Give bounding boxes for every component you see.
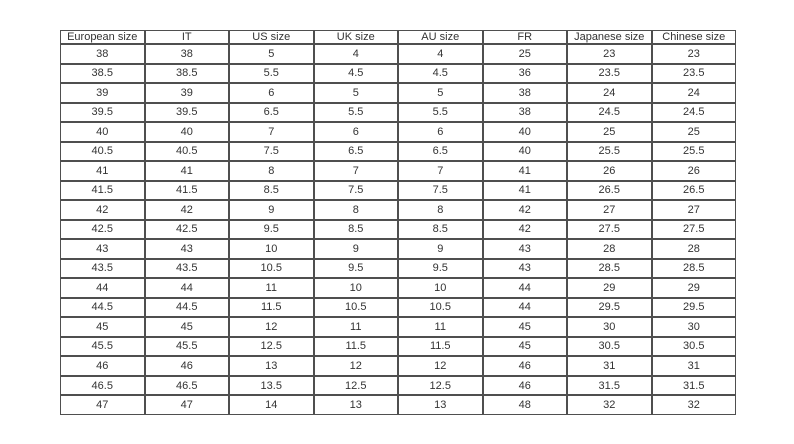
table-cell: 9.5 xyxy=(314,259,399,279)
table-cell: 11.5 xyxy=(314,337,399,357)
table-cell: 24 xyxy=(567,83,652,103)
table-cell: 44.5 xyxy=(145,298,230,318)
table-cell: 26 xyxy=(652,161,737,181)
table-cell: 25 xyxy=(483,44,568,64)
table-row xyxy=(60,83,736,103)
table-cell: 40 xyxy=(60,122,145,142)
table-cell: 6 xyxy=(229,83,314,103)
table-cell: 46 xyxy=(483,376,568,396)
table-cell: 4 xyxy=(398,44,483,64)
table-cell: 28.5 xyxy=(652,259,737,279)
table-row xyxy=(60,395,736,415)
table-cell: 38 xyxy=(483,83,568,103)
shoe-size-conversion-table xyxy=(60,30,736,415)
table-row xyxy=(60,317,736,337)
table-cell: 12 xyxy=(398,356,483,376)
table-cell: 13 xyxy=(314,395,399,415)
table-cell: 42 xyxy=(483,220,568,240)
table-cell: 5.5 xyxy=(314,103,399,123)
table-cell: 27.5 xyxy=(567,220,652,240)
table-row xyxy=(60,337,736,357)
table-cell: 10.5 xyxy=(398,298,483,318)
table-cell: 39.5 xyxy=(145,103,230,123)
table-cell: 11.5 xyxy=(229,298,314,318)
table-cell: 29 xyxy=(567,278,652,298)
table-cell: 23 xyxy=(567,44,652,64)
table-cell: 29 xyxy=(652,278,737,298)
table-cell: 11 xyxy=(398,317,483,337)
table-row xyxy=(60,161,736,181)
table-cell: 26.5 xyxy=(652,181,737,201)
table-cell: 45.5 xyxy=(145,337,230,357)
header-cell: AU size xyxy=(398,30,483,44)
table-cell: 41 xyxy=(145,161,230,181)
table-cell: 11.5 xyxy=(398,337,483,357)
table-cell: 46 xyxy=(145,356,230,376)
table-cell: 40 xyxy=(483,122,568,142)
table-cell: 41.5 xyxy=(145,181,230,201)
header-cell: European size xyxy=(60,30,145,44)
table-cell: 31 xyxy=(652,356,737,376)
header-row xyxy=(60,30,736,44)
table-cell: 45 xyxy=(145,317,230,337)
table-cell: 12.5 xyxy=(229,337,314,357)
table-cell: 41 xyxy=(60,161,145,181)
table-cell: 30 xyxy=(652,317,737,337)
table-cell: 45 xyxy=(60,317,145,337)
table-cell: 9.5 xyxy=(398,259,483,279)
table-row xyxy=(60,44,736,64)
table-cell: 44 xyxy=(483,278,568,298)
table-cell: 5 xyxy=(398,83,483,103)
table-cell: 28 xyxy=(652,239,737,259)
table-cell: 43 xyxy=(483,259,568,279)
table-cell: 44 xyxy=(60,278,145,298)
table-cell: 38 xyxy=(145,44,230,64)
table-row xyxy=(60,103,736,123)
size-conversion-table-container xyxy=(60,30,736,415)
table-cell: 38.5 xyxy=(60,64,145,84)
table-cell: 24 xyxy=(652,83,737,103)
table-cell: 8.5 xyxy=(398,220,483,240)
table-cell: 32 xyxy=(652,395,737,415)
table-cell: 31.5 xyxy=(567,376,652,396)
table-cell: 25 xyxy=(567,122,652,142)
table-cell: 24.5 xyxy=(652,103,737,123)
table-cell: 13 xyxy=(398,395,483,415)
table-cell: 45 xyxy=(483,337,568,357)
table-cell: 40 xyxy=(145,122,230,142)
table-cell: 4.5 xyxy=(398,64,483,84)
table-cell: 9.5 xyxy=(229,220,314,240)
table-cell: 38.5 xyxy=(145,64,230,84)
table-cell: 24.5 xyxy=(567,103,652,123)
table-cell: 5 xyxy=(314,83,399,103)
table-cell: 40.5 xyxy=(145,142,230,162)
table-cell: 43 xyxy=(483,239,568,259)
table-body xyxy=(60,44,736,415)
table-cell: 41 xyxy=(483,161,568,181)
table-cell: 8.5 xyxy=(229,181,314,201)
table-cell: 41.5 xyxy=(60,181,145,201)
table-cell: 9 xyxy=(398,239,483,259)
table-cell: 8 xyxy=(398,200,483,220)
header-cell: Japanese size xyxy=(567,30,652,44)
table-cell: 25 xyxy=(652,122,737,142)
table-cell: 5 xyxy=(229,44,314,64)
table-cell: 6.5 xyxy=(398,142,483,162)
table-cell: 12 xyxy=(229,317,314,337)
table-header xyxy=(60,30,736,44)
table-cell: 29.5 xyxy=(652,298,737,318)
table-cell: 42 xyxy=(60,200,145,220)
table-cell: 12 xyxy=(314,356,399,376)
table-cell: 7 xyxy=(229,122,314,142)
table-cell: 27.5 xyxy=(652,220,737,240)
table-cell: 47 xyxy=(145,395,230,415)
table-cell: 40 xyxy=(483,142,568,162)
table-cell: 6.5 xyxy=(314,142,399,162)
table-cell: 39 xyxy=(60,83,145,103)
table-row xyxy=(60,356,736,376)
table-row xyxy=(60,239,736,259)
table-cell: 8 xyxy=(314,200,399,220)
table-cell: 9 xyxy=(314,239,399,259)
table-cell: 39 xyxy=(145,83,230,103)
table-cell: 4.5 xyxy=(314,64,399,84)
table-cell: 31 xyxy=(567,356,652,376)
table-cell: 8 xyxy=(229,161,314,181)
table-cell: 41 xyxy=(483,181,568,201)
table-cell: 13.5 xyxy=(229,376,314,396)
table-cell: 7 xyxy=(314,161,399,181)
table-cell: 30 xyxy=(567,317,652,337)
table-cell: 32 xyxy=(567,395,652,415)
header-cell: UK size xyxy=(314,30,399,44)
table-row xyxy=(60,278,736,298)
table-cell: 45.5 xyxy=(60,337,145,357)
table-cell: 6.5 xyxy=(229,103,314,123)
table-cell: 10 xyxy=(398,278,483,298)
table-cell: 5.5 xyxy=(229,64,314,84)
table-cell: 28.5 xyxy=(567,259,652,279)
table-cell: 7.5 xyxy=(398,181,483,201)
table-row xyxy=(60,200,736,220)
table-cell: 43.5 xyxy=(145,259,230,279)
header-cell: US size xyxy=(229,30,314,44)
table-cell: 5.5 xyxy=(398,103,483,123)
table-cell: 38 xyxy=(60,44,145,64)
table-cell: 11 xyxy=(314,317,399,337)
table-cell: 44 xyxy=(145,278,230,298)
table-cell: 28 xyxy=(567,239,652,259)
table-cell: 46 xyxy=(483,356,568,376)
table-cell: 14 xyxy=(229,395,314,415)
table-cell: 23.5 xyxy=(652,64,737,84)
table-cell: 27 xyxy=(567,200,652,220)
table-cell: 42 xyxy=(483,200,568,220)
table-cell: 7.5 xyxy=(229,142,314,162)
table-row xyxy=(60,64,736,84)
table-cell: 29.5 xyxy=(567,298,652,318)
table-cell: 23.5 xyxy=(567,64,652,84)
table-cell: 26 xyxy=(567,161,652,181)
table-cell: 6 xyxy=(314,122,399,142)
table-cell: 23 xyxy=(652,44,737,64)
table-cell: 43 xyxy=(145,239,230,259)
table-cell: 43 xyxy=(60,239,145,259)
table-cell: 10.5 xyxy=(229,259,314,279)
table-row xyxy=(60,122,736,142)
table-cell: 42.5 xyxy=(145,220,230,240)
table-cell: 30.5 xyxy=(567,337,652,357)
table-cell: 46.5 xyxy=(60,376,145,396)
table-cell: 45 xyxy=(483,317,568,337)
table-cell: 38 xyxy=(483,103,568,123)
table-cell: 47 xyxy=(60,395,145,415)
table-cell: 7.5 xyxy=(314,181,399,201)
table-row xyxy=(60,376,736,396)
table-cell: 31.5 xyxy=(652,376,737,396)
table-cell: 25.5 xyxy=(652,142,737,162)
table-cell: 30.5 xyxy=(652,337,737,357)
table-cell: 10 xyxy=(229,239,314,259)
table-cell: 39.5 xyxy=(60,103,145,123)
table-row xyxy=(60,181,736,201)
table-cell: 6 xyxy=(398,122,483,142)
table-cell: 46 xyxy=(60,356,145,376)
table-cell: 10.5 xyxy=(314,298,399,318)
table-cell: 44 xyxy=(483,298,568,318)
header-cell: Chinese size xyxy=(652,30,737,44)
header-cell: IT xyxy=(145,30,230,44)
table-cell: 13 xyxy=(229,356,314,376)
table-cell: 27 xyxy=(652,200,737,220)
table-cell: 10 xyxy=(314,278,399,298)
table-cell: 42 xyxy=(145,200,230,220)
table-cell: 43.5 xyxy=(60,259,145,279)
table-cell: 48 xyxy=(483,395,568,415)
table-cell: 11 xyxy=(229,278,314,298)
header-cell: FR xyxy=(483,30,568,44)
table-cell: 26.5 xyxy=(567,181,652,201)
table-cell: 12.5 xyxy=(398,376,483,396)
table-row xyxy=(60,259,736,279)
table-cell: 12.5 xyxy=(314,376,399,396)
table-cell: 9 xyxy=(229,200,314,220)
table-cell: 46.5 xyxy=(145,376,230,396)
table-cell: 7 xyxy=(398,161,483,181)
table-cell: 36 xyxy=(483,64,568,84)
table-row xyxy=(60,220,736,240)
table-row xyxy=(60,142,736,162)
table-cell: 40.5 xyxy=(60,142,145,162)
table-cell: 44.5 xyxy=(60,298,145,318)
table-row xyxy=(60,298,736,318)
table-cell: 4 xyxy=(314,44,399,64)
table-cell: 8.5 xyxy=(314,220,399,240)
table-cell: 25.5 xyxy=(567,142,652,162)
table-cell: 42.5 xyxy=(60,220,145,240)
